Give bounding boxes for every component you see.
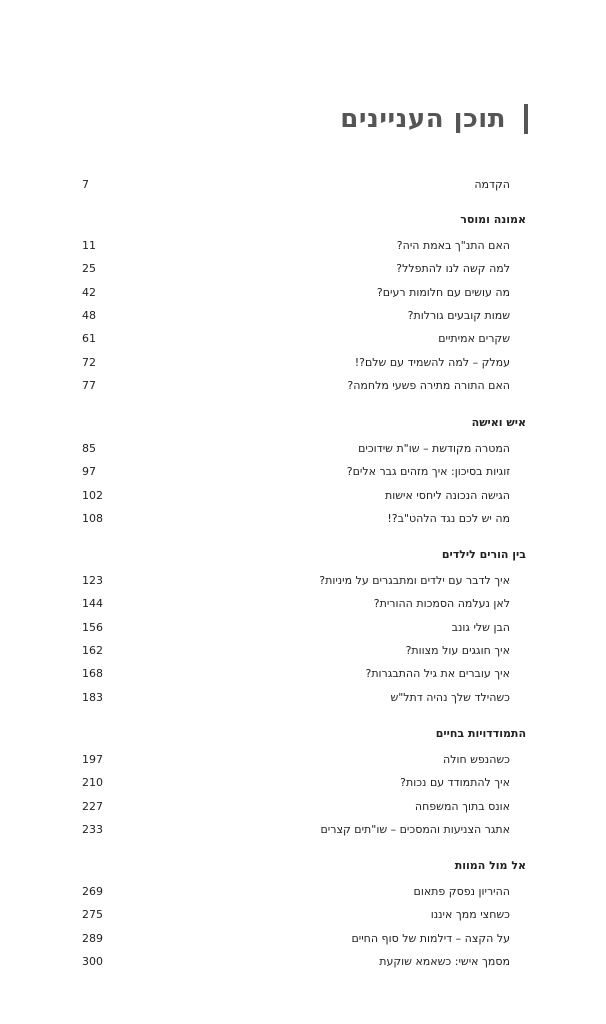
- toc-entry-label: למה קשה לנו להתפלל?: [396, 262, 510, 276]
- toc-entry: [82, 239, 510, 255]
- title-bar: [524, 104, 528, 134]
- toc-entry: [82, 512, 510, 528]
- toc-entry-label: האם התנ"ך באמת היה?: [396, 239, 510, 252]
- toc-entry-page: 300: [82, 954, 103, 968]
- toc-entry: [82, 667, 510, 683]
- section-heading: בין הורים לילדים: [441, 548, 526, 561]
- toc-entry-page: 168: [82, 667, 103, 681]
- toc-entry: [82, 332, 510, 348]
- toc-entry: [82, 776, 510, 792]
- toc-entry-page: 123: [82, 574, 103, 587]
- toc-entry-page: 61: [82, 332, 96, 346]
- toc-entry: [82, 597, 510, 613]
- toc-entry-page: 77: [82, 378, 96, 392]
- toc-entry-label: איך חוגגים עול מצוות?: [405, 643, 510, 657]
- toc-entry-page: 144: [82, 597, 103, 611]
- toc-entry-label: מסמך אישי: כשאמא שוקעת: [379, 954, 510, 968]
- toc-entry-label: מה יש לכם נגד הלהט"ב?!: [387, 511, 510, 525]
- title-block: [340, 104, 528, 134]
- toc-entry: [82, 262, 510, 278]
- toc-entry-label: לאן נעלמה הסמכות ההורית?: [373, 597, 510, 611]
- toc-entry-label: הבן שלי גונב: [451, 620, 510, 634]
- toc-entry-label: עמלק – למה להשמיד עם שלם?!: [354, 355, 510, 369]
- toc-entry: [82, 753, 510, 769]
- toc-entry-label: אונס בתוך המשפחה: [414, 799, 510, 813]
- toc-entry: [82, 574, 510, 590]
- toc-entry-label: על הקצה – דילמות של סוף החיים: [351, 931, 510, 945]
- toc-entry: [82, 932, 510, 948]
- toc-entry-page: 25: [82, 262, 96, 276]
- toc-entry: [82, 621, 510, 637]
- toc-entry-label: אתגר הצניעות והמסכים – שו"תים קצרים: [320, 822, 510, 836]
- section-heading: התמודדויות בחיים: [435, 727, 526, 740]
- toc-entry: [82, 908, 510, 924]
- toc-entry-label: שמות קובעים גורלות?: [407, 308, 510, 322]
- toc-entry-page: 227: [82, 799, 103, 813]
- toc-entry-page: 97: [82, 465, 96, 479]
- toc-entry-label: כשחצי ממך איננו: [430, 908, 510, 922]
- toc-entry-label: הגישה הנכונה ליחסי אישות: [385, 488, 510, 502]
- toc-entry: [82, 955, 510, 971]
- page-title: תוכן העניינים: [340, 104, 506, 134]
- toc-entry-page: 85: [82, 442, 96, 455]
- toc-entry-page: 275: [82, 908, 103, 922]
- toc-entry: [82, 442, 510, 458]
- toc-entry-page: 233: [82, 822, 103, 836]
- toc-entry: [82, 379, 510, 395]
- toc-entry-page: 7: [82, 178, 89, 191]
- toc-entry-page: 102: [82, 488, 103, 502]
- toc-entry-page: 11: [82, 239, 96, 252]
- toc-entry: [82, 823, 510, 839]
- toc-entry-label: שקרים אמיתיים: [438, 332, 510, 346]
- toc-entry-label: מה עושים עם חלומות רעים?: [376, 285, 510, 299]
- toc-entry: [82, 465, 510, 481]
- toc-entry: [82, 800, 510, 816]
- toc-entry-page: 42: [82, 285, 96, 299]
- section-heading: אל מול המוות: [454, 859, 526, 872]
- toc-entry-label: המטרה מקודשת – שו"ת שידוכים: [358, 442, 510, 455]
- toc-entry: [82, 356, 510, 372]
- toc-entry-page: 108: [82, 511, 103, 525]
- toc-entry-label: זוגיות בסיכון: איך מזהים גבר אלים?: [346, 465, 510, 479]
- toc-entry-label: הקדמה: [474, 178, 510, 191]
- toc-entry-page: 269: [82, 885, 103, 898]
- toc-entry: [82, 885, 510, 901]
- toc-entry-label: האם התורה מתירה פשעי מלחמה?: [347, 378, 510, 392]
- toc-entry: [82, 309, 510, 325]
- toc-entry-label: ההיריון נפסק פתאום: [413, 885, 510, 898]
- toc-entry-intro: [82, 178, 510, 194]
- toc-entry-label: איך עוברים את גיל ההתבגרות?: [365, 667, 510, 681]
- toc-entry-label: איך לדבר עם ילדים ומתבגרים על מיניות?: [319, 574, 510, 587]
- toc-entry: [82, 691, 510, 707]
- section-heading: איש ואישה: [471, 416, 526, 429]
- toc-entry-page: 197: [82, 753, 103, 766]
- toc-entry: [82, 489, 510, 505]
- toc-entry-page: 162: [82, 643, 103, 657]
- toc-entry-page: 48: [82, 308, 96, 322]
- toc-entry: [82, 286, 510, 302]
- toc-entry-page: 72: [82, 355, 96, 369]
- toc-entry-page: 289: [82, 931, 103, 945]
- toc-entry: [82, 644, 510, 660]
- toc-entry-page: 210: [82, 776, 103, 790]
- toc-entry-label: כשהנפש חולה: [443, 753, 510, 766]
- toc-entry-label: איך להתמודד עם נכות?: [400, 776, 510, 790]
- toc-entry-page: 183: [82, 690, 103, 704]
- toc-entry-label: כשהילד שלך נהיה דתל"ש: [390, 690, 510, 704]
- toc-entry-page: 156: [82, 620, 103, 634]
- section-heading: אמונה ומוסר: [460, 213, 526, 226]
